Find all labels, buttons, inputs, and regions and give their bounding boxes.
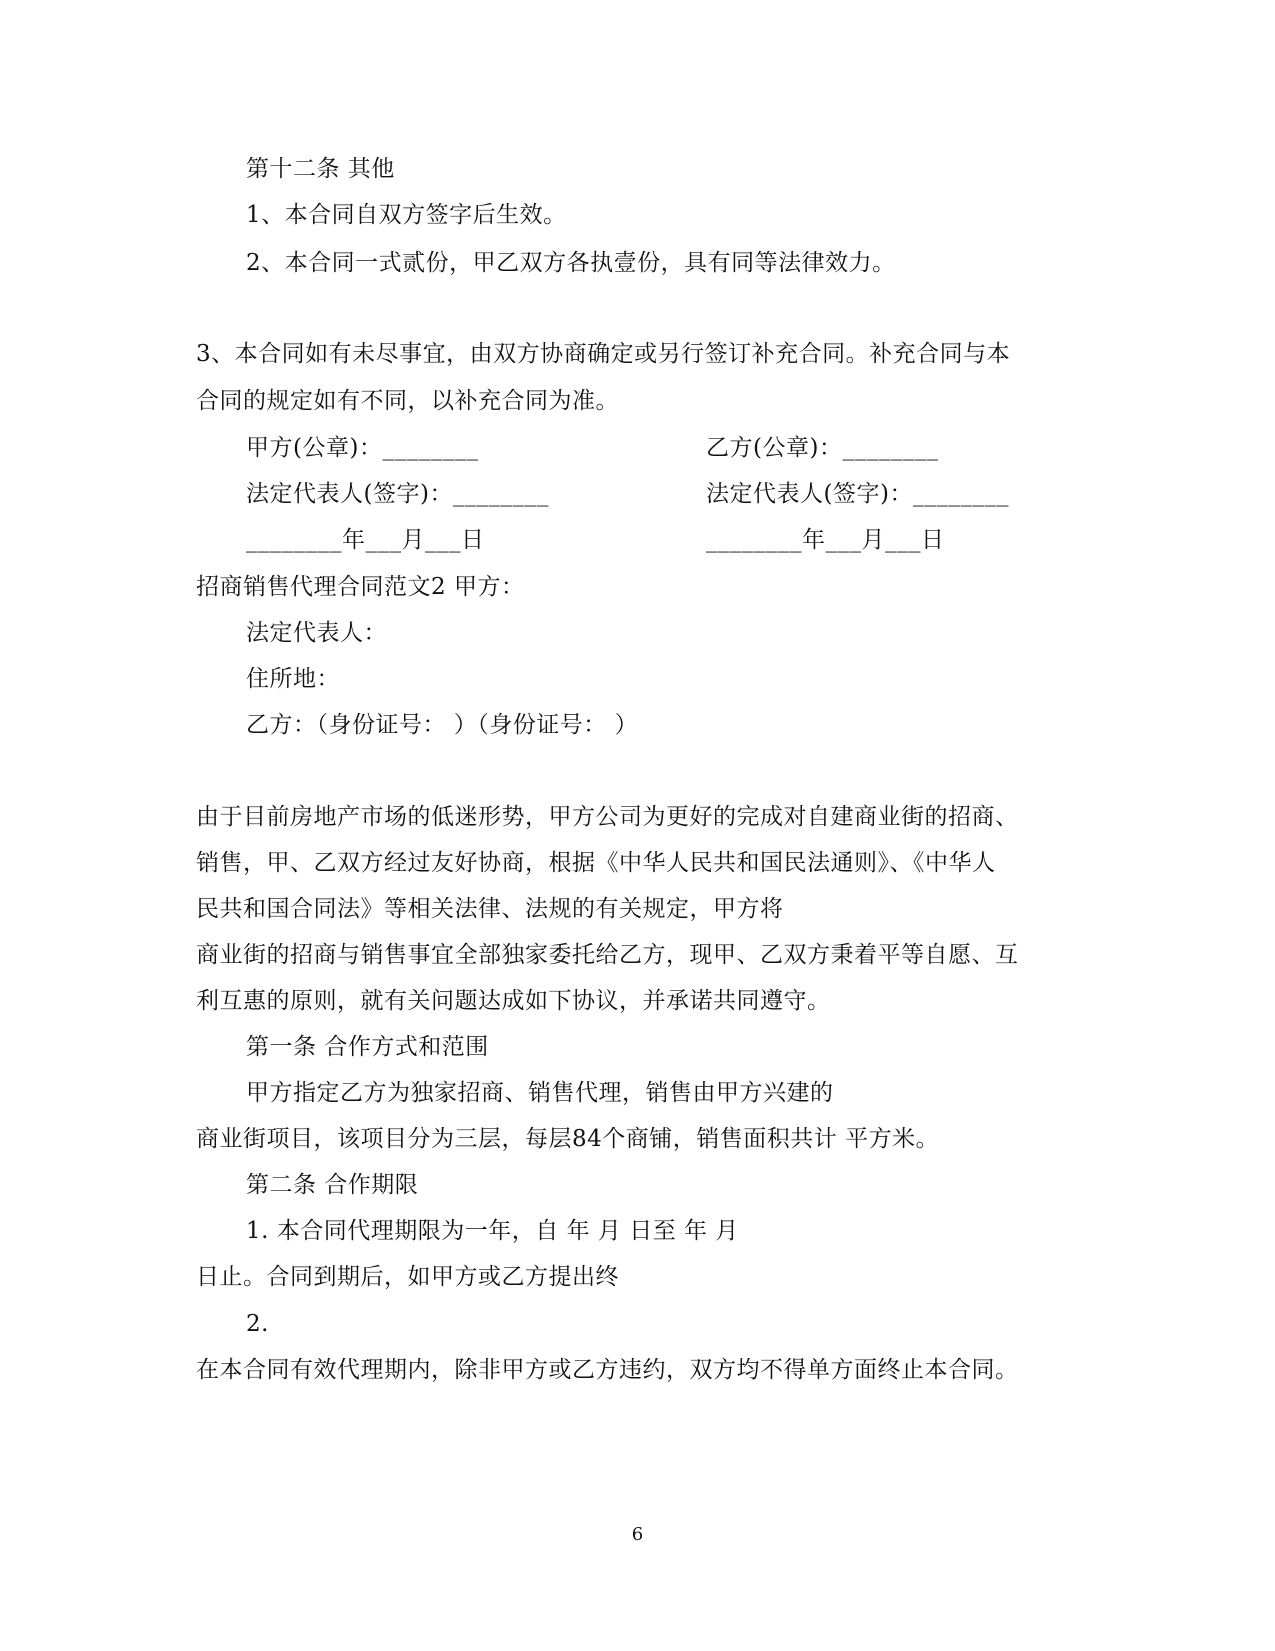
- template2-title: 招商销售代理合同范文2 甲方：: [196, 574, 525, 600]
- party-a-date: ________年___月___日: [246, 527, 485, 553]
- template2-party-b: 乙方：（身份证号： ）（身份证号： ）: [246, 712, 639, 738]
- article1-line1: 甲方指定乙方为独家招商、销售代理，销售由甲方兴建的: [246, 1080, 834, 1106]
- article2-clause1-line2: 日止。合同到期后，如甲方或乙方提出终: [196, 1264, 619, 1290]
- article1-heading: 第一条 合作方式和范围: [246, 1034, 489, 1060]
- party-b-legal-rep: 法定代表人(签字)：________: [706, 481, 1009, 507]
- article12-clause1: 1、本合同自双方签字后生效。: [246, 202, 567, 228]
- party-a-legal-rep: 法定代表人(签字)：________: [246, 481, 549, 507]
- preamble-line1: 由于目前房地产市场的低迷形势，甲方公司为更好的完成对自建商业街的招商、: [196, 804, 1019, 830]
- preamble-line3: 民共和国合同法》等相关法律、法规的有关规定，甲方将: [196, 896, 784, 922]
- article12-clause3-line2: 合同的规定如有不同，以补充合同为准。: [196, 388, 619, 414]
- preamble-line2: 销售，甲、乙双方经过友好协商，根据《中华人民共和国民法通则》、《中华人: [196, 850, 996, 876]
- article12-heading: 第十二条 其他: [246, 156, 395, 182]
- page-number: 6: [631, 1524, 644, 1545]
- party-a-seal: 甲方(公章)：________: [246, 435, 479, 461]
- article2-clause2-number: 2.: [246, 1311, 269, 1337]
- template2-address: 住所地：: [246, 666, 340, 692]
- preamble-line4: 商业街的招商与销售事宜全部独家委托给乙方，现甲、乙双方秉着平等自愿、互: [196, 942, 1019, 968]
- article12-clause3-line1: 3、本合同如有未尽事宜，由双方协商确定或另行签订补充合同。补充合同与本: [196, 341, 1011, 367]
- article2-clause2-text: 在本合同有效代理期内，除非甲方或乙方违约，双方均不得单方面终止本合同。: [196, 1357, 1019, 1383]
- party-b-seal: 乙方(公章)：________: [706, 435, 939, 461]
- article2-clause1-line1: 1. 本合同代理期限为一年，自 年 月 日至 年 月: [246, 1218, 739, 1244]
- party-b-date: ________年___月___日: [706, 527, 945, 553]
- preamble-line5: 利互惠的原则，就有关问题达成如下协议，并承诺共同遵守。: [196, 988, 831, 1014]
- article1-line2: 商业街项目，该项目分为三层，每层84个商铺，销售面积共计 平方米。: [196, 1126, 940, 1152]
- article2-heading: 第二条 合作期限: [246, 1172, 419, 1198]
- article12-clause2: 2、本合同一式贰份，甲乙双方各执壹份，具有同等法律效力。: [246, 250, 896, 276]
- template2-legal-rep: 法定代表人：: [246, 620, 387, 646]
